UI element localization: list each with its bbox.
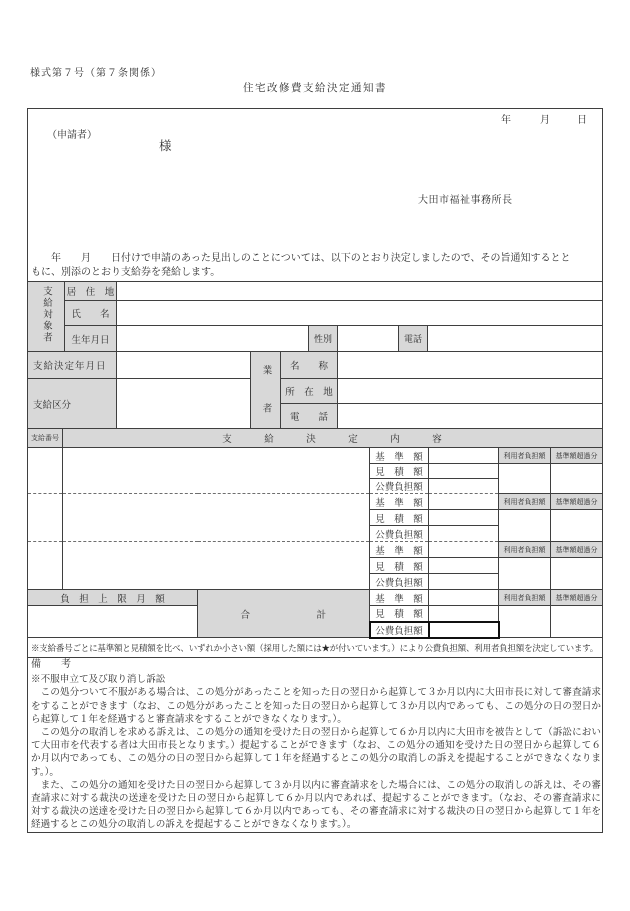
notice-body-line1: 年 月 日付けで申請のあった見出しのことについては、以下のとおり決定しましたので、その旨通知するとと <box>31 253 571 264</box>
user-burden-value <box>499 606 551 638</box>
estimate-amount-value <box>429 464 499 479</box>
public-amount-label-highlighted: 公費負担額 <box>370 622 429 638</box>
phone-label: 電話 <box>399 326 428 352</box>
standard-amount-label: 基 準 額 <box>370 590 429 606</box>
remarks-subheading: ※不服申立て及び取り消し訴訟 <box>31 674 166 686</box>
user-burden-value <box>499 464 551 494</box>
decision-content-cell <box>63 494 370 542</box>
honorific-sama: 様 <box>159 139 172 153</box>
vendor-address-value-cell <box>338 379 603 404</box>
birth-date-value-cell <box>117 326 309 352</box>
user-burden-label: 利用者負担額 <box>499 590 551 606</box>
date-year-label: 年 <box>501 115 511 126</box>
estimate-amount-value <box>429 606 499 622</box>
vendor-phone-label: 電 話 <box>281 404 338 429</box>
category-label: 支給区分 <box>28 379 117 429</box>
standard-amount-value <box>429 542 499 558</box>
public-amount-value <box>429 526 499 542</box>
date-month-label: 月 <box>540 115 550 126</box>
remarks-paragraph-3: また、この処分の通知を受けた日の翌日から起算して３か月以内に審査請求をした場合には、この処分の取消しの訴えは、その審査請求に対する裁決の送達を受けた日の翌日から起算して６か月以内であれば、提起することができます。（なお、その審査請求に対する裁決の送達を受けた日の翌日から起算して６か月以内であっても、その審査請求に対する裁決の日の翌日から起算して１年を経過するとこの処分の取消しの訴えを提起することができなくなります。）。 <box>31 779 601 831</box>
standard-amount-value <box>429 494 499 510</box>
estimate-amount-value <box>429 558 499 574</box>
total-label: 合 計 <box>198 590 370 638</box>
vendor-name-value-cell <box>338 352 603 379</box>
user-burden-label: 利用者負担額 <box>499 448 551 464</box>
decision-date-label: 支給決定年月日 <box>28 352 117 379</box>
vendor-name-label: 名 称 <box>281 352 338 379</box>
user-burden-label: 利用者負担額 <box>499 494 551 510</box>
public-amount-value-highlighted <box>429 622 499 638</box>
estimate-amount-label: 見 積 額 <box>370 510 429 526</box>
excess-amount-value <box>551 558 603 590</box>
name-value-cell <box>117 301 603 326</box>
user-burden-value <box>499 558 551 590</box>
notice-body-line2: もに、別添のとおり支給券を発給します。 <box>31 267 221 278</box>
excess-amount-label: 基準額超過分 <box>551 542 603 558</box>
public-amount-label: 公費負担額 <box>370 574 429 590</box>
sex-value-cell <box>338 326 399 352</box>
public-amount-value <box>429 479 499 494</box>
monthly-cap-label: 負 担 上 限 月 額 <box>28 590 198 606</box>
remarks-paragraph-2: この処分の取消しを求める訴えは、この処分の通知を受けた日の翌日から起算して６か月以内に大田市を被告として（訴訟において大田市を代表する者は大田市長となります。）提起することができます（なお、この処分の通知を受けた日の翌日から起算して６か月以内であっても、この処分の日の翌日から起算して１年を経過するとこの処分の取消しの訴えを提起することができなくなります。）。 <box>31 727 601 778</box>
birth-date-label: 生年月日 <box>65 326 117 352</box>
standard-amount-label: 基 準 額 <box>370 494 429 510</box>
standard-amount-label: 基 準 額 <box>370 542 429 558</box>
public-amount-label: 公費負担額 <box>370 479 429 494</box>
recipient-table <box>27 281 603 429</box>
user-burden-label: 利用者負担額 <box>499 542 551 558</box>
remarks-paragraph-1: この処分ついて不服がある場合は、この処分があったことを知った日の翌日から起算して３か月以内に大田市長に対して審査請求をすることができます（なお、この処分があったことを知った日の翌日から起算して３か月以内であっても、この処分の日の翌日から起算して１年を経過すると審査請求をすることができなくなります。）。 <box>31 687 601 725</box>
form-number: 様式第７号（第７条関係） <box>30 68 162 79</box>
public-amount-value <box>429 574 499 590</box>
standard-amount-value <box>429 590 499 606</box>
remarks-section <box>31 658 601 832</box>
page-title: 住宅改修費支給決定通知書 <box>243 83 387 94</box>
benefit-number-header: 支給番号 <box>28 429 63 448</box>
category-value-cell <box>117 379 251 429</box>
vendor-address-label: 所 在 地 <box>281 379 338 404</box>
phone-value-cell <box>428 326 603 352</box>
benefit-number-cell <box>28 448 63 494</box>
recipient-group-label: 支給対象者 <box>28 282 65 352</box>
decision-note: ※支給番号ごとに基準額と見積額を比べ、いずれか小さい額（採用した額には★が付いています。）により公費負担額、利用者負担額を決定しています。 <box>28 638 603 658</box>
decision-table <box>27 428 603 658</box>
residence-label: 居 住 地 <box>65 282 117 301</box>
residence-value-cell <box>117 282 603 301</box>
name-label: 氏 名 <box>65 301 117 326</box>
decision-date-value-cell <box>117 352 251 379</box>
date-day-label: 日 <box>577 115 587 126</box>
excess-amount-value <box>551 510 603 542</box>
user-burden-value <box>499 510 551 542</box>
excess-amount-label: 基準額超過分 <box>551 448 603 464</box>
decision-content-header: 支 給 決 定 内 容 <box>63 429 603 448</box>
vendor-group-label: 業 者 <box>251 352 281 429</box>
notice-body <box>31 252 603 280</box>
excess-amount-label: 基準額超過分 <box>551 494 603 510</box>
benefit-number-cell <box>28 542 63 590</box>
public-amount-label: 公費負担額 <box>370 526 429 542</box>
estimate-amount-label: 見 積 額 <box>370 606 429 622</box>
benefit-number-cell <box>28 494 63 542</box>
standard-amount-label: 基 準 額 <box>370 448 429 464</box>
applicant-label: （申請者） <box>47 130 97 141</box>
decision-content-cell <box>63 542 370 590</box>
remarks-heading: 備 考 <box>31 659 71 670</box>
estimate-amount-value <box>429 510 499 526</box>
excess-amount-value <box>551 464 603 494</box>
sex-label: 性別 <box>309 326 338 352</box>
estimate-amount-label: 見 積 額 <box>370 558 429 574</box>
excess-amount-label: 基準額超過分 <box>551 590 603 606</box>
welfare-office-head: 大田市福祉事務所長 <box>418 195 513 206</box>
estimate-amount-label: 見 積 額 <box>370 464 429 479</box>
standard-amount-value <box>429 448 499 464</box>
vendor-phone-value-cell <box>338 404 603 429</box>
monthly-cap-value <box>28 606 198 638</box>
excess-amount-value <box>551 606 603 638</box>
decision-content-cell <box>63 448 370 494</box>
